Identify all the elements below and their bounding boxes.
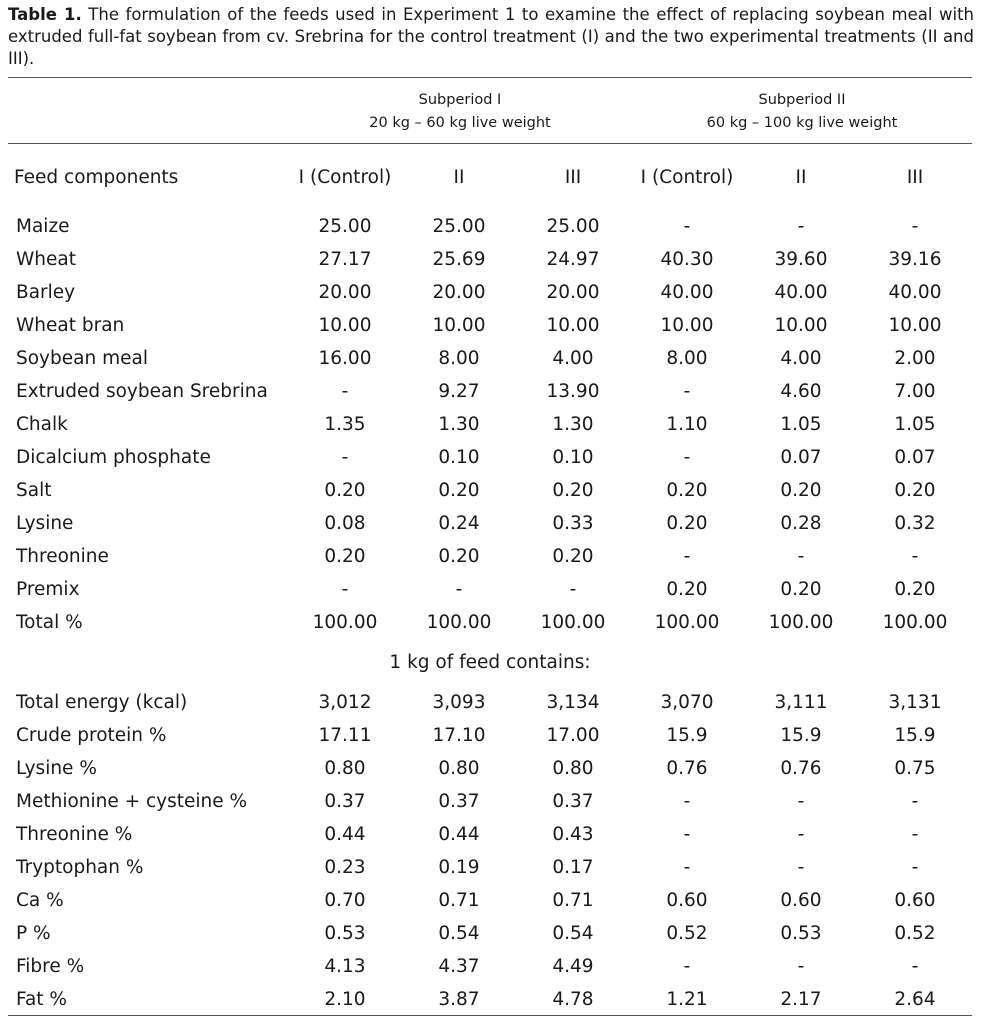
table-caption xyxy=(8,4,974,70)
table-cell: 0.20 xyxy=(780,480,822,501)
table-cell: 40.00 xyxy=(888,282,942,303)
table-cell: 4.78 xyxy=(552,989,594,1010)
table-cell: 0.52 xyxy=(666,923,708,944)
table-cell: 100.00 xyxy=(312,612,378,633)
column-header: I (Control) xyxy=(298,167,392,188)
table-cell: 100.00 xyxy=(768,612,834,633)
table-cell: - xyxy=(911,824,919,845)
table-cell: 0.54 xyxy=(438,923,480,944)
table-cell: 2.17 xyxy=(780,989,822,1010)
row-label: Threonine xyxy=(16,546,109,567)
table-cell: 0.37 xyxy=(552,791,594,812)
table-cell: 1.30 xyxy=(438,414,480,435)
column-header: II xyxy=(453,167,465,188)
table-cell: - xyxy=(797,857,805,878)
table-cell: 0.20 xyxy=(780,579,822,600)
table-cell: - xyxy=(683,381,691,402)
table-cell: 15.9 xyxy=(666,725,708,746)
table-cell: 10.00 xyxy=(318,315,372,336)
table-cell: 40.30 xyxy=(660,249,714,270)
table-cell: 0.20 xyxy=(438,480,480,501)
table-cell: 0.17 xyxy=(552,857,594,878)
table-cell: 3,093 xyxy=(432,692,486,713)
table-cell: 10.00 xyxy=(888,315,942,336)
row-label: Wheat xyxy=(16,249,76,270)
column-header-label: Feed components xyxy=(14,167,179,188)
row-label: Salt xyxy=(16,480,52,501)
table-cell: 9.27 xyxy=(438,381,480,402)
table-cell: 100.00 xyxy=(882,612,948,633)
table-cell: 0.53 xyxy=(324,923,366,944)
row-label: P % xyxy=(16,923,51,944)
row-label: Lysine xyxy=(16,513,74,534)
table-cell: 15.9 xyxy=(780,725,822,746)
table-cell: 0.20 xyxy=(552,480,594,501)
table-cell: 16.00 xyxy=(318,348,372,369)
table-cell: 39.60 xyxy=(774,249,828,270)
table-cell: - xyxy=(797,216,805,237)
row-label: Crude protein % xyxy=(16,725,167,746)
column-header: III xyxy=(564,167,582,188)
table-cell: - xyxy=(683,546,691,567)
table-cell: - xyxy=(683,857,691,878)
row-label: Total % xyxy=(16,612,83,633)
table-cell: 25.00 xyxy=(432,216,486,237)
table-cell: 0.10 xyxy=(438,447,480,468)
caption-text: The formulation of the feeds used in Experiment 1 to examine the effect of replacing soybean meal with extruded full-fat soybean from cv. Srebrina for the control treatment (I) and the two experimental treatments (II and III). xyxy=(8,5,974,68)
row-label: Premix xyxy=(16,579,80,600)
top-rule xyxy=(8,77,972,78)
row-label: Dicalcium phosphate xyxy=(16,447,211,468)
table-cell: 1.21 xyxy=(666,989,708,1010)
caption-label: Table 1. xyxy=(8,5,82,24)
table-cell: 2.10 xyxy=(324,989,366,1010)
table-cell: 3,131 xyxy=(888,692,942,713)
table-cell: 1.35 xyxy=(324,414,366,435)
table-cell: 0.33 xyxy=(552,513,594,534)
table-cell: 3,111 xyxy=(774,692,828,713)
column-header: I (Control) xyxy=(640,167,734,188)
table-cell: 25.69 xyxy=(432,249,486,270)
row-label: Ca % xyxy=(16,890,64,911)
table-cell: 0.71 xyxy=(552,890,594,911)
table-cell: 10.00 xyxy=(660,315,714,336)
table-cell: 25.00 xyxy=(546,216,600,237)
table-cell: 0.07 xyxy=(780,447,822,468)
table-cell: 0.76 xyxy=(780,758,822,779)
table-cell: 4.37 xyxy=(438,956,480,977)
header-rule xyxy=(8,143,972,144)
table-cell: 8.00 xyxy=(666,348,708,369)
table-cell: 0.20 xyxy=(438,546,480,567)
row-label: Fibre % xyxy=(16,956,85,977)
table-cell: 0.20 xyxy=(552,546,594,567)
table-cell: 0.70 xyxy=(324,890,366,911)
table-cell: - xyxy=(911,216,919,237)
table-cell: 4.49 xyxy=(552,956,594,977)
table-cell: 0.60 xyxy=(894,890,936,911)
bottom-rule xyxy=(8,1015,972,1016)
table-cell: 0.52 xyxy=(894,923,936,944)
row-label: Tryptophan % xyxy=(16,857,144,878)
row-label: Lysine % xyxy=(16,758,97,779)
table-cell: - xyxy=(911,956,919,977)
subperiod-1-title: Subperiod I xyxy=(418,92,502,108)
table-cell: 10.00 xyxy=(432,315,486,336)
table-cell: 0.80 xyxy=(324,758,366,779)
table-cell: 0.20 xyxy=(666,579,708,600)
table-cell: 13.90 xyxy=(546,381,600,402)
table-cell: - xyxy=(911,791,919,812)
row-label: Total energy (kcal) xyxy=(16,692,188,713)
table-cell: 24.97 xyxy=(546,249,600,270)
table-cell: 3,070 xyxy=(660,692,714,713)
table-cell: 15.9 xyxy=(894,725,936,746)
table-cell: 39.16 xyxy=(888,249,942,270)
table-cell: - xyxy=(683,447,691,468)
table-cell: - xyxy=(911,857,919,878)
table-cell: 27.17 xyxy=(318,249,372,270)
table-cell: 4.60 xyxy=(780,381,822,402)
table-cell: 3,012 xyxy=(318,692,372,713)
row-label: Threonine % xyxy=(16,824,133,845)
table-cell: 0.24 xyxy=(438,513,480,534)
table-cell: - xyxy=(341,579,349,600)
table-cell: 1.10 xyxy=(666,414,708,435)
subperiod-1-header xyxy=(330,89,590,135)
table-cell: 100.00 xyxy=(654,612,720,633)
table-cell: 0.23 xyxy=(324,857,366,878)
table-cell: 0.37 xyxy=(324,791,366,812)
subperiod-2-title: Subperiod II xyxy=(758,92,846,108)
table-cell: - xyxy=(797,546,805,567)
row-label: Wheat bran xyxy=(16,315,125,336)
table-cell: 0.60 xyxy=(666,890,708,911)
table-cell: - xyxy=(455,579,463,600)
table-cell: 0.28 xyxy=(780,513,822,534)
row-label: Fat % xyxy=(16,989,67,1010)
subperiod-1-range: 20 kg – 60 kg live weight xyxy=(369,115,551,131)
table-cell: 3,134 xyxy=(546,692,600,713)
table-cell: 0.53 xyxy=(780,923,822,944)
table-cell: 0.07 xyxy=(894,447,936,468)
table-cell: 1.30 xyxy=(552,414,594,435)
table-cell: 0.75 xyxy=(894,758,936,779)
row-label: Soybean meal xyxy=(16,348,148,369)
table-cell: - xyxy=(341,447,349,468)
table-cell: - xyxy=(341,381,349,402)
table-cell: 17.11 xyxy=(318,725,372,746)
table-cell: 0.80 xyxy=(552,758,594,779)
table-cell: 0.37 xyxy=(438,791,480,812)
table-cell: 2.64 xyxy=(894,989,936,1010)
table-cell: 0.10 xyxy=(552,447,594,468)
table-cell: - xyxy=(797,824,805,845)
table-cell: 8.00 xyxy=(438,348,480,369)
table-cell: 0.20 xyxy=(894,579,936,600)
row-label: Maize xyxy=(16,216,70,237)
table-cell: - xyxy=(569,579,577,600)
table-cell: 20.00 xyxy=(432,282,486,303)
table-cell: 17.00 xyxy=(546,725,600,746)
table-cell: 100.00 xyxy=(540,612,606,633)
table-cell: - xyxy=(911,546,919,567)
table-cell: - xyxy=(797,956,805,977)
table-cell: 0.20 xyxy=(324,480,366,501)
table-cell: 0.20 xyxy=(666,513,708,534)
table-cell: 2.00 xyxy=(894,348,936,369)
table-cell: 0.76 xyxy=(666,758,708,779)
table-cell: - xyxy=(797,791,805,812)
table-cell: 0.60 xyxy=(780,890,822,911)
table-cell: 0.71 xyxy=(438,890,480,911)
table-cell: - xyxy=(683,216,691,237)
table-cell: 0.32 xyxy=(894,513,936,534)
table-cell: 0.54 xyxy=(552,923,594,944)
table-cell: 40.00 xyxy=(660,282,714,303)
table-cell: - xyxy=(683,791,691,812)
table-cell: 3.87 xyxy=(438,989,480,1010)
table-cell: 25.00 xyxy=(318,216,372,237)
table-cell: 0.44 xyxy=(438,824,480,845)
table-cell: 0.43 xyxy=(552,824,594,845)
table-cell: 40.00 xyxy=(774,282,828,303)
table-cell: 0.20 xyxy=(666,480,708,501)
column-header: III xyxy=(906,167,924,188)
table-cell: 100.00 xyxy=(426,612,492,633)
subperiod-2-header xyxy=(672,89,932,135)
table-cell: 1.05 xyxy=(780,414,822,435)
table-cell: 4.13 xyxy=(324,956,366,977)
table-cell: 17.10 xyxy=(432,725,486,746)
table-cell: 1.05 xyxy=(894,414,936,435)
table-cell: 10.00 xyxy=(546,315,600,336)
column-header: II xyxy=(795,167,807,188)
table-cell: 0.08 xyxy=(324,513,366,534)
row-label: Methionine + cysteine % xyxy=(16,791,248,812)
table-cell: - xyxy=(683,956,691,977)
table-cell: 0.80 xyxy=(438,758,480,779)
section-label: 1 kg of feed contains: xyxy=(389,652,591,673)
row-label: Chalk xyxy=(16,414,68,435)
table-cell: 0.19 xyxy=(438,857,480,878)
table-cell: 4.00 xyxy=(552,348,594,369)
table-cell: 4.00 xyxy=(780,348,822,369)
subperiod-2-range: 60 kg – 100 kg live weight xyxy=(706,115,898,131)
table-cell: 0.20 xyxy=(894,480,936,501)
table-cell: 10.00 xyxy=(774,315,828,336)
table-cell: - xyxy=(683,824,691,845)
table-cell: 7.00 xyxy=(894,381,936,402)
table-cell: 20.00 xyxy=(546,282,600,303)
row-label: Extruded soybean Srebrina xyxy=(16,381,268,402)
table-cell: 0.44 xyxy=(324,824,366,845)
table-cell: 20.00 xyxy=(318,282,372,303)
row-label: Barley xyxy=(16,282,76,303)
table-cell: 0.20 xyxy=(324,546,366,567)
